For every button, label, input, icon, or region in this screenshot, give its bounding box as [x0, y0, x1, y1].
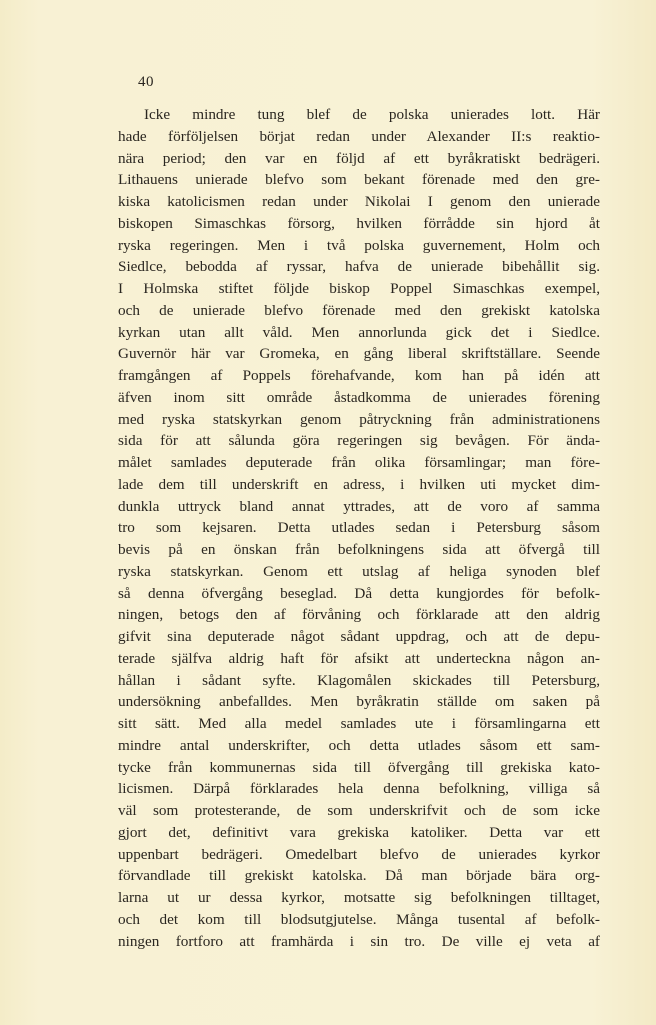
text-line: förvandlade till grekiskt katolska. Då man började bära org-	[118, 867, 600, 885]
text-line: hållan i sådant syfte. Klagomålen skickades till Petersburg,	[118, 671, 600, 689]
text-line: sitt sätt. Med alla medel samlades ute i församlingarna ett	[118, 715, 600, 732]
text-line: ryska regeringen. Men i två polska guvernement, Holm och	[118, 236, 600, 254]
text-line: ryska statskyrkan. Genom ett utslag af heliga synoden blef	[118, 562, 600, 580]
text-line: Icke mindre tung blef de polska unierades lott. Här	[144, 106, 600, 123]
text-line: ningen, betogs den af förvåning och förklarade att den aldrig	[118, 606, 600, 624]
text-line: äfven inom sitt område åstadkomma de unierades förening	[118, 388, 600, 406]
text-line: Siedlce, bebodda af ryssar, hafva de unierade bibehållit sig.	[118, 258, 600, 276]
text-line: larna ut ur dessa kyrkor, motsatte sig befolkningen tilltaget,	[118, 889, 600, 906]
text-line: nära period; den var en följd af ett byråkratiskt bedrägeri.	[118, 149, 600, 167]
text-line: med ryska statskyrkan genom påtryckning från administrationens	[118, 410, 600, 428]
text-line: kiska katolicismen redan under Nikolai I genom den unierade	[118, 193, 600, 210]
text-line: och de unierade blefvo förenade med den grekiskt katolska	[118, 301, 600, 319]
text-line: Guvernör här var Gromeka, en gång liberal skriftställare. Seende	[118, 345, 600, 363]
text-line: bevis på en önskan från befolkningens sida att öfvergå till	[118, 541, 600, 558]
text-line: målet samlades deputerade från olika församlingar; man före-	[118, 454, 600, 471]
text-line: I Holmska stiftet följde biskop Poppel Simaschkas exempel,	[118, 280, 600, 297]
text-line: och det kom till blodsutgjutelse. Många tusental af befolk-	[118, 910, 600, 928]
body-text	[118, 104, 600, 952]
text-line: tro som kejsaren. Detta utlades sedan i Petersburg såsom	[118, 519, 600, 537]
text-line: väl som protesterande, de som underskrifvit och de som icke	[118, 802, 600, 819]
text-line: hade förföljelsen börjat redan under Alexander II:s reaktio-	[118, 127, 600, 145]
text-line: Lithauens unierade blefvo som bekant förenade med den gre-	[118, 171, 600, 189]
text-line: gjort det, definitivt vara grekiska katoliker. Detta var ett	[118, 823, 600, 841]
text-line: uppenbart bedrägeri. Omedelbart blefvo de unierades kyrkor	[118, 845, 600, 863]
text-line: så denna öfvergång beseglad. Då detta kungjordes för befolk-	[118, 584, 600, 602]
text-line: undersökning anbefalldes. Men byråkratin ställde om saken på	[118, 693, 600, 711]
text-line: tycke från kommunernas sida till öfvergång till grekiska kato-	[118, 758, 600, 776]
text-line: biskopen Simaschkas försorg, hvilken förrådde sin hjord åt	[118, 214, 600, 232]
text-line: gifvit sina deputerade något sådant uppdrag, och att de depu-	[118, 628, 600, 645]
text-line: terade själfva aldrig haft för afsikt att underteckna någon an-	[118, 649, 600, 667]
text-line: dunkla uttryck bland annat yttrades, att de voro af samma	[118, 497, 600, 515]
text-line: mindre antal underskrifter, och detta utlades såsom ett sam-	[118, 736, 600, 754]
text-line: sida för att sålunda göra regeringen sig bevågen. För ända-	[118, 432, 600, 450]
page-number: 40	[138, 74, 154, 90]
text-line: lade dem till underskrift en adress, i hvilken uti mycket dim-	[118, 475, 600, 493]
text-line: licismen. Därpå förklarades hela denna befolkning, villiga så	[118, 780, 600, 798]
text-line: kyrkan utan allt våld. Men annorlunda gick det i Siedlce.	[118, 323, 600, 341]
text-line: framgången af Poppels förehafvande, kom han på idén att	[118, 367, 600, 384]
text-line: ningen fortforo att framhärda i sin tro. De ville ej veta af	[118, 932, 600, 950]
